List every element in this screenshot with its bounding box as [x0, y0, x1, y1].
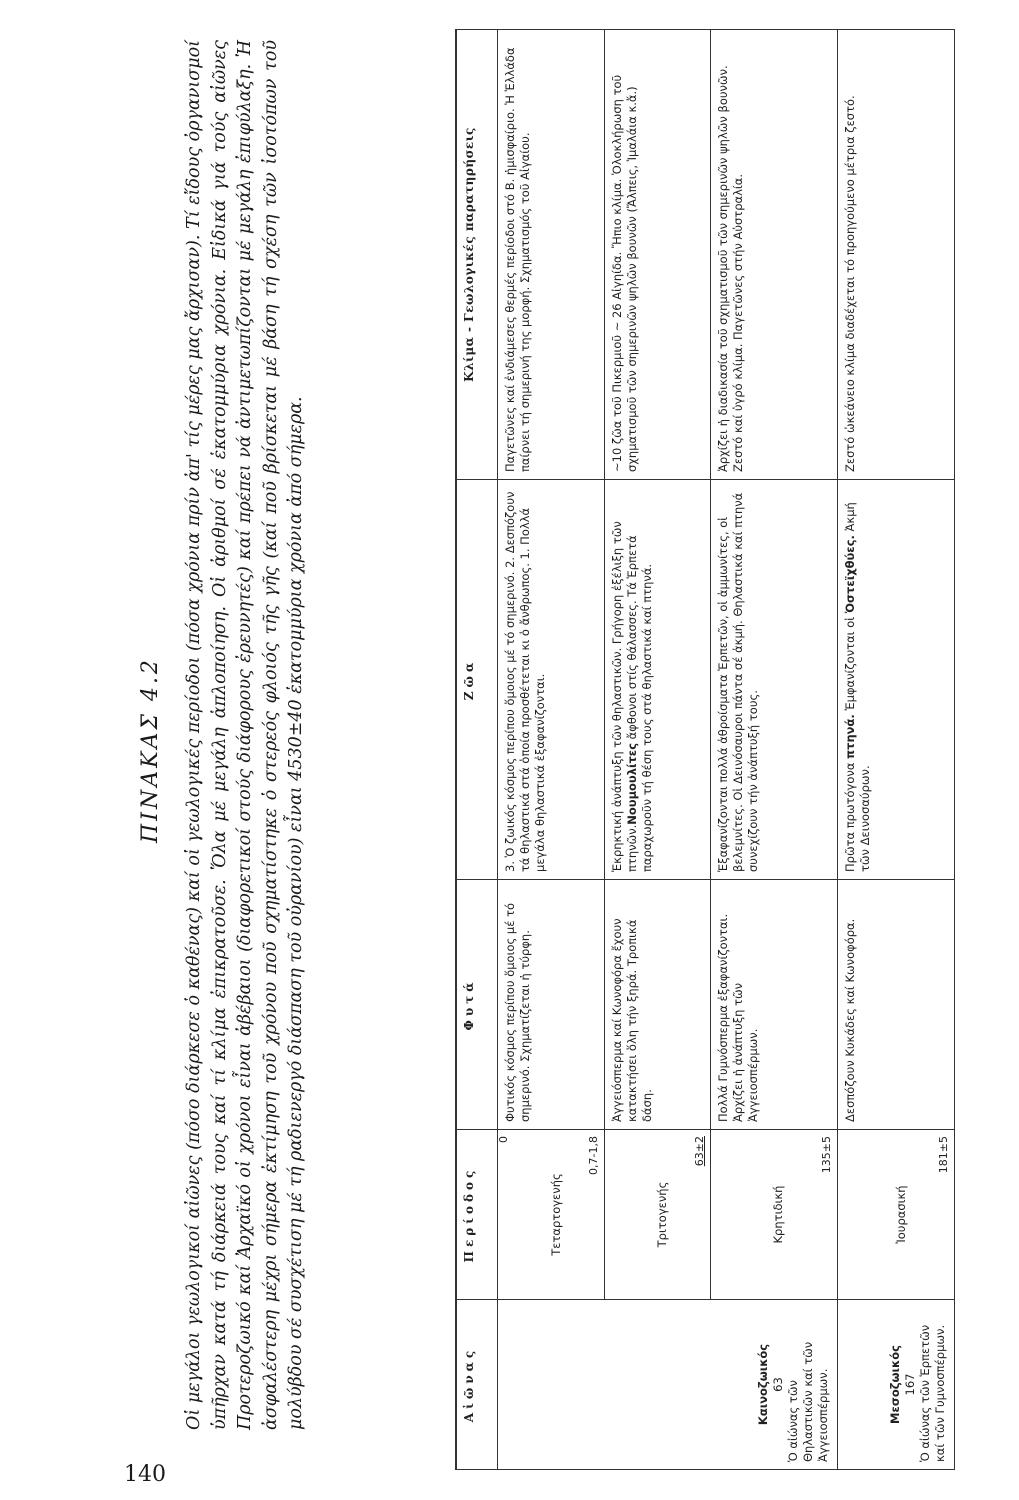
era-cell-cenozoic: [498, 1300, 838, 1470]
table-row: [604, 30, 710, 1470]
header-climate: Κλίμα - Γεωλογικές παρατηρήσεις: [456, 30, 498, 480]
table-caption: Οἱ μεγάλοι γεωλογικοί αἰῶνες (πόσο διάρκεσε ὁ καθένας) καί οἱ γεωλογικές περίοδοι (πόσα χρόνια πρίν ἀπ' τίς μέρες μας ἄρχισαν). Τί εἴδους ὀργανισμοί ὑπῆρχαν κατά τή διάρκειά τους καί τί κλίμα ἐπικρατοῦσε. Ὅλα μέ μεγάλη ἁπλοποίηση. Οἱ ἀριθμοί σέ ἑκατομμύρια χρόνια. Εἰδικά γιά τούς αἰῶνες Προτεροζωικό καί Ἀρχαϊκό οἱ χρόνοι εἶναι ἀβέβαιοι (διαφορετικοί στούς διάφορους ἐρευνητές) καί πρέπει νά ἀντιμετωπίζονται μέ μεγάλη ἐπιφύλαξη. Ἡ ἀσφαλέστερη μέχρι σήμερα ἐκτίμηση τοῦ χρόνου ποῦ σχηματίστηκε ὁ στερεός φλοιός τῆς γῆς (καί ποῦ βρίσκεται μέ βάση τή σχέση τῶν ἰσοτόπων τοῦ μολύβδου σέ συσχέτιση μέ τή ραδιενεργό διάσπαση τοῦ οὐρανίου) εἶναι 4530±40 ἑκατομμύρια χρόνια ἀπό σήμερα.: [184, 40, 306, 1430]
era-name: Μεσοζωικός: [888, 1345, 902, 1424]
plants-cell: Φυτικός κόσμος περίπου ὅμοιος μέ τό σημερινό. Σχηματίζεται ἡ τύρφη.: [498, 880, 604, 1130]
period-cell: [498, 1130, 604, 1300]
animals-text: Ἐκρηκτική ἀνάπτυξη τῶν θηλαστικῶν. Γρήγορη ἐξέλιξη τῶν πτηνῶν.: [609, 521, 639, 872]
era-description: Ὁ αἰώνας τῶν Ἑρπετῶν καί τῶν Γυμνοσπέρμων.: [918, 1324, 947, 1462]
table-row: [498, 30, 604, 1470]
header-era: Αἰῶνας: [456, 1300, 498, 1470]
header-animals: Ζῶα: [456, 480, 498, 880]
period-cell: [604, 1130, 710, 1300]
period-name: Τριτογενής: [655, 1181, 670, 1248]
animals-cell: [604, 480, 710, 880]
period-boundary: 63±2: [692, 1136, 706, 1167]
period-cell: [838, 1130, 955, 1300]
era-description: Ὁ αἰώνας τῶν Θηλαστικῶν καί τῶν Ἀγγειοσπέρμων.: [786, 1341, 831, 1462]
period-boundary: 135±5: [820, 1136, 834, 1174]
era-name: Καινοζωικός: [756, 1343, 771, 1426]
header-period: Περίοδος: [456, 1130, 498, 1300]
animals-text: Ἀκμή τῶν Δεινοσαύρων.: [843, 502, 873, 872]
period-name: Κρητιδική: [771, 1185, 786, 1244]
climate-cell: ~10 ζῶα τοῦ Πικερμιοῦ ~ 26 Αἰγηίδα. Ἤπιο κλίμα. Ὁλοκλήρωση τοῦ σχηματισμοῦ τῶν σημερινῶν ψηλῶν βουνῶν (Ἄλπεις, Ἱμαλάια κ.ἄ.): [604, 30, 710, 480]
table-row: [838, 30, 955, 1470]
animals-bold: Ὀστεϊχθύες.: [843, 535, 858, 614]
period-boundary: 181±5: [937, 1136, 950, 1174]
animals-text: Πρῶτα πρωτόγονα: [843, 758, 858, 872]
period-start: 0: [497, 1136, 511, 1143]
period-cell: [710, 1130, 837, 1300]
period-name: Τεταρτογενής: [548, 1173, 563, 1256]
animals-cell: 3. Ὁ ζωικός κόσμος περίπου ὅμοιος μέ τό σημερινό. 2. Δεσπόζουν τά θηλαστικά στά ὁποία προσθέτεται κι ὁ ἄνθρωπος. 1. Πολλά μεγάλα θηλαστικά ἐξαφανίζονται.: [498, 480, 604, 880]
period-boundary: 0,7-1,8: [586, 1136, 600, 1175]
era-duration: 167: [903, 1373, 917, 1396]
climate-cell: Ζεστό ὠκεάνειο κλίμα διαδέχεται τό προηγούμενο μέτρια ζεστό.: [838, 30, 955, 480]
animals-cell: [838, 480, 955, 880]
animals-cell: Ἐξαφανίζονται πολλά ἀθροίσματα Ἑρπετῶν, οἱ ἀμμωνίτες, οἱ βελεμνίτες. Οἱ Δεινόσαυροι πάντα σέ ἀκμή. Θηλαστικά καί πτηνά συνεχίζουν τήν ἀνάπτυξή τους.: [710, 480, 837, 880]
plants-cell: Πολλά Γυμνόσπερμα ἐξαφανίζονται. Ἀρχίζει ἡ ἀνάπτυξη τῶν Ἀγγειοσπέρμων.: [710, 880, 837, 1130]
animals-text: Ἐμφανίζονται οἱ: [843, 613, 858, 715]
table-row: [710, 30, 837, 1470]
animals-bold: πτηνά.: [843, 714, 858, 759]
animals-bold: Νουμουλίτες: [624, 742, 639, 825]
animals-text: ἄφθονοι στίς θάλασσες. Τά Ἑρπετά παραχωροῦν τή θέση τους στά θηλαστικά καί πτηνά.: [624, 535, 654, 872]
plants-cell: Ἀγγειόσπερμα καί Κωνοφόρα ἔχουν κατακτήσει ὅλη τήν ξηρά. Τροπικά δάση.: [604, 880, 710, 1130]
period-name: Ἰουρασική: [893, 1185, 908, 1244]
climate-cell: Παγετῶνες καί ἐνδιάμεσες θερμές περίοδοι στό Β. ἡμισφαίριο. Ἡ Ἑλλάδα παίρνει τή σημερινή της μορφή. Σχηματισμός τοῦ Αἰγαίου.: [498, 30, 604, 480]
plants-cell: Δεσπόζουν Κυκάδες καί Κωνοφόρα.: [838, 880, 955, 1130]
header-plants: Φυτά: [456, 880, 498, 1130]
rotated-content: [130, 30, 1000, 1470]
era-cell-mesozoic: [838, 1300, 955, 1470]
climate-cell: Ἀρχίζει ἡ διαδικασία τοῦ σχηματισμοῦ τῶν σημερινῶν ψηλῶν βουνῶν. Ζεστό καί ὑγρό κλίμα. Παγετῶνες στήν Αὐστραλία.: [710, 30, 837, 480]
table-title: ΠΙΝΑΚΑΣ 4.2: [138, 657, 163, 843]
era-duration: 63: [771, 1377, 786, 1392]
page-number: 140: [124, 1462, 166, 1487]
geologic-table: [455, 29, 955, 1470]
table-header-row: [456, 30, 498, 1470]
